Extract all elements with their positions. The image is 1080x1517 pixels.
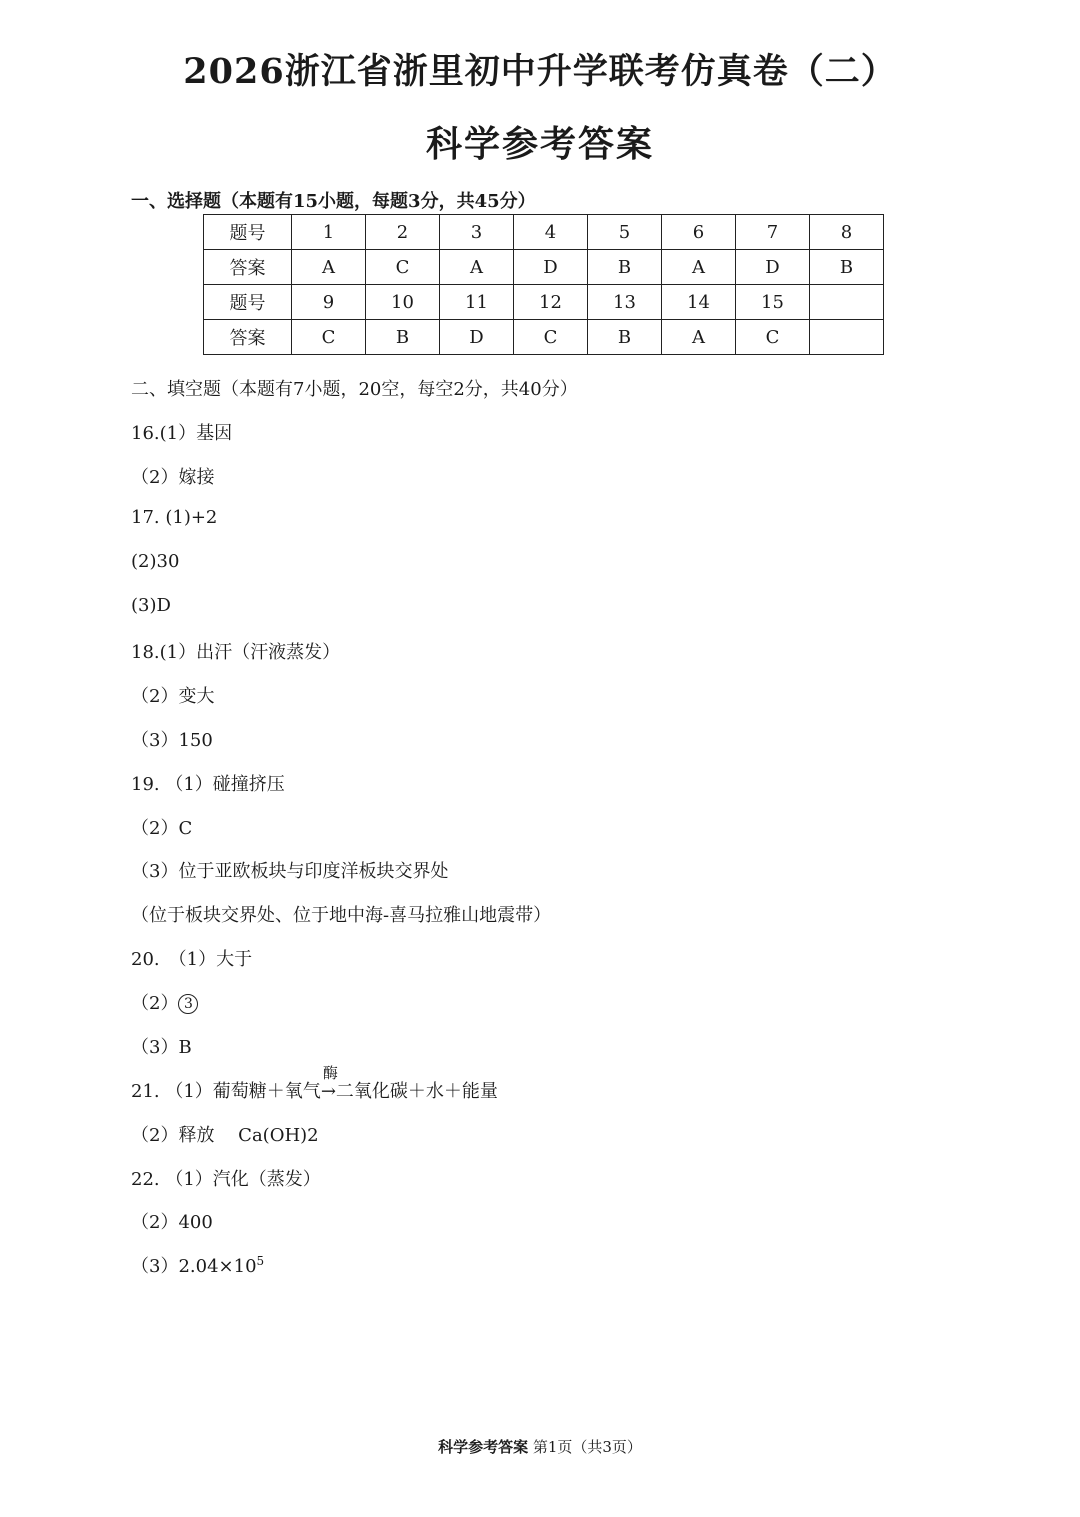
- table-row-label: 题号: [204, 215, 292, 250]
- table-cell: A: [662, 320, 736, 355]
- table-cell: D: [736, 250, 810, 285]
- footer-title: 科学参考答案: [438, 1438, 529, 1456]
- answer-line: （2）嫁接: [131, 467, 215, 488]
- table-row-label: 题号: [204, 285, 292, 320]
- table-cell: 6: [662, 215, 736, 250]
- scientific-base: （3）2.04×10: [131, 1256, 257, 1277]
- table-cell: A: [440, 250, 514, 285]
- table-cell: 10: [366, 285, 440, 320]
- table-cell: 5: [588, 215, 662, 250]
- table-cell: B: [588, 320, 662, 355]
- answer-line: （2）变大: [131, 686, 215, 707]
- answer-line: 22. （1）汽化（蒸发）: [131, 1169, 321, 1190]
- table-cell: 2: [366, 215, 440, 250]
- table-cell: 13: [588, 285, 662, 320]
- arrow-symbol: →: [320, 1081, 336, 1102]
- answer-table: [203, 214, 884, 355]
- answer-line: （位于板块交界处、位于地中海-喜马拉雅山地震带）: [131, 905, 552, 926]
- table-row: [204, 215, 884, 250]
- answer-line: （2）400: [131, 1212, 213, 1233]
- answer-line: 17. (1)+2: [131, 507, 218, 528]
- table-cell: D: [514, 250, 588, 285]
- table-cell: D: [440, 320, 514, 355]
- scientific-exponent: 5: [256, 1254, 265, 1268]
- table-row: [204, 250, 884, 285]
- answer-line: （3）B: [131, 1037, 192, 1058]
- table-cell: 14: [662, 285, 736, 320]
- table-cell: 12: [514, 285, 588, 320]
- answer-line-q22-3: [131, 1252, 264, 1278]
- table-cell: 9: [292, 285, 366, 320]
- table-cell: B: [810, 250, 884, 285]
- equation-products: 二氧化碳＋水＋能量: [335, 1081, 498, 1102]
- answer-line: 19. （1）碰撞挤压: [131, 774, 285, 795]
- table-cell: 11: [440, 285, 514, 320]
- section-1-heading: 一、选择题（本题有15小题，每题3分，共45分）: [131, 191, 536, 212]
- answer-line: （3）150: [131, 730, 213, 751]
- table-row-label: 答案: [204, 250, 292, 285]
- answer-line: (2)30: [131, 551, 180, 572]
- answer-prefix: （2）: [131, 993, 179, 1014]
- table-cell: 7: [736, 215, 810, 250]
- reaction-arrow: [320, 1064, 338, 1102]
- table-cell: [810, 320, 884, 355]
- table-cell: B: [588, 250, 662, 285]
- answer-line-q20-2: [131, 989, 198, 1015]
- answer-line: （3）位于亚欧板块与印度洋板块交界处: [131, 861, 449, 882]
- footer-page: 第1页（共3页）: [528, 1438, 642, 1456]
- page-subtitle: 科学参考答案: [425, 123, 654, 165]
- page-title: 2026浙江省浙里初中升学联考仿真卷（二）: [183, 51, 897, 92]
- table-row-label: 答案: [204, 320, 292, 355]
- table-cell: 15: [736, 285, 810, 320]
- table-row: [204, 320, 884, 355]
- page-footer: [0, 1436, 1080, 1457]
- table-cell: C: [366, 250, 440, 285]
- answer-line: 20. （1）大于: [131, 949, 253, 970]
- table-cell: 4: [514, 215, 588, 250]
- table-row: [204, 285, 884, 320]
- table-cell: 3: [440, 215, 514, 250]
- table-cell: C: [292, 320, 366, 355]
- catalyst-label: 酶: [322, 1064, 338, 1082]
- equation-reactants: 21. （1）葡萄糖＋氧气: [131, 1081, 321, 1102]
- answer-line: （2）释放 Ca(OH)2: [131, 1125, 319, 1146]
- answer-line: (3)D: [131, 595, 171, 616]
- answer-line: 18.(1）出汗（汗液蒸发）: [131, 642, 341, 663]
- circled-number: 3: [178, 994, 198, 1014]
- table-cell: C: [514, 320, 588, 355]
- table-cell: A: [662, 250, 736, 285]
- table-cell: 8: [810, 215, 884, 250]
- answer-line: （2）C: [131, 818, 193, 839]
- table-cell: C: [736, 320, 810, 355]
- answer-line: 16.(1）基因: [131, 423, 233, 444]
- answer-line-q21-1: [131, 1064, 498, 1103]
- table-cell: [810, 285, 884, 320]
- table-cell: B: [366, 320, 440, 355]
- table-cell: A: [292, 250, 366, 285]
- table-cell: 1: [292, 215, 366, 250]
- section-2-heading: 二、填空题（本题有7小题，20空，每空2分，共40分）: [131, 379, 578, 400]
